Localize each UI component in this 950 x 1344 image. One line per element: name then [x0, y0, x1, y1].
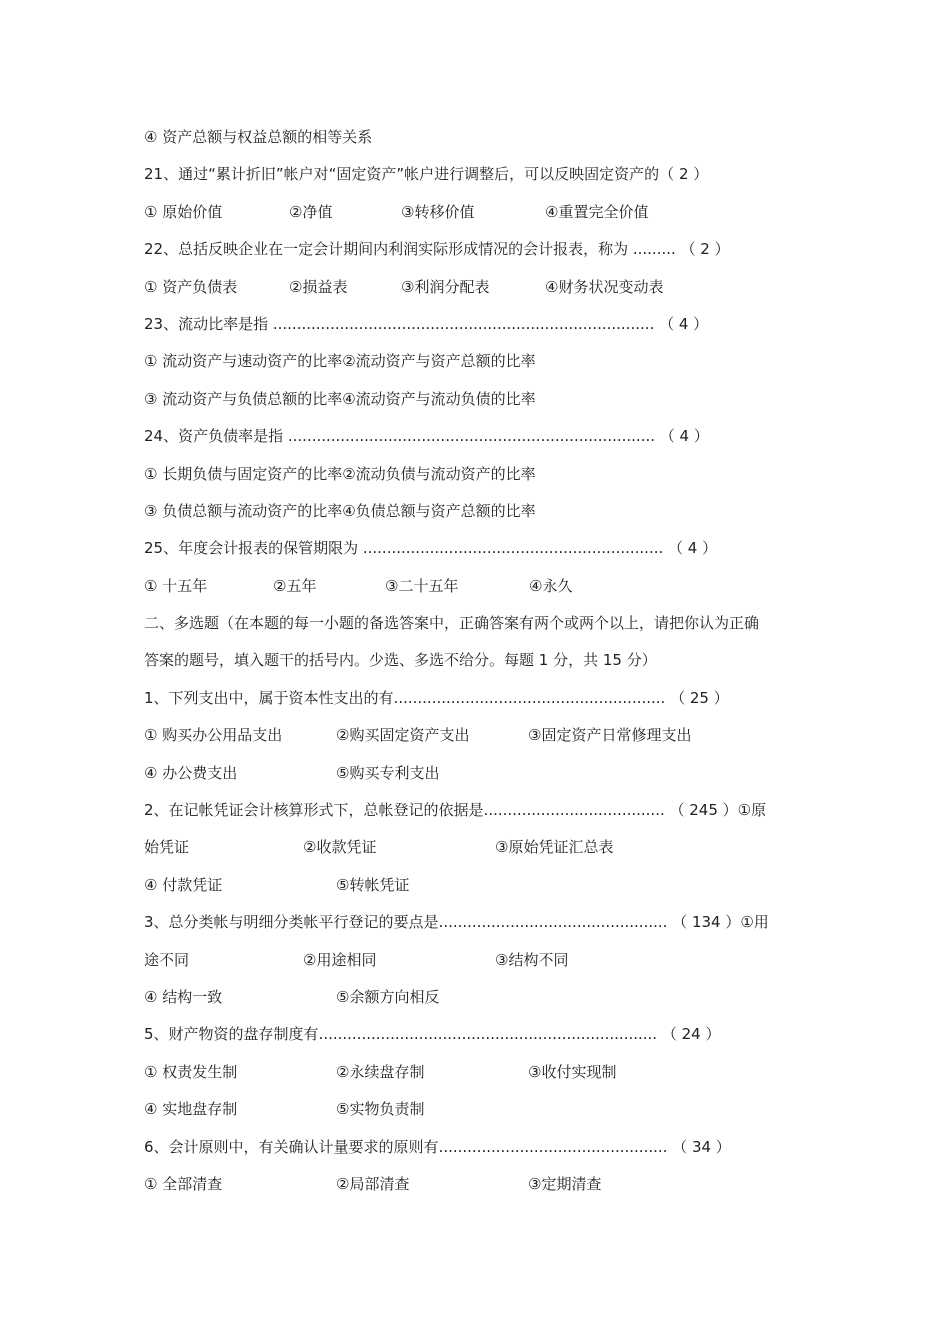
- option-1: 始凭证: [144, 838, 190, 857]
- line-text: ③ 流动资产与负债总额的比率④流动资产与流动负债的比率: [144, 389, 536, 408]
- question-text: 1、下列支出中，属于资本性支出的有......................................................... （ 25 ）: [144, 688, 729, 707]
- options-m2-a: [144, 829, 814, 866]
- option-3: ③转移价值: [401, 202, 475, 221]
- option-line: [144, 343, 814, 380]
- question-m5: [144, 1016, 814, 1053]
- question-text: 21、通过“累计折旧”帐户对“固定资产”帐户进行调整后，可以反映固定资产的（ 2 ）: [144, 165, 709, 184]
- option-4: ④ 实地盘存制: [144, 1100, 238, 1119]
- option-2: ②局部清查: [336, 1174, 410, 1193]
- line-text: ③ 负债总额与流动资产的比率④负债总额与资产总额的比率: [144, 501, 536, 520]
- question-21: [144, 156, 814, 193]
- options-m3-a: [144, 942, 814, 979]
- line-text: ① 长期负债与固定资产的比率②流动负债与流动资产的比率: [144, 464, 536, 483]
- option-3: ③固定资产日常修理支出: [528, 726, 692, 745]
- option-4: ④永久: [529, 576, 573, 595]
- option-1: ① 资产负债表: [144, 277, 238, 296]
- options-m5-a: [144, 1054, 814, 1091]
- option-line: [144, 456, 814, 493]
- option-2: ②净值: [289, 202, 333, 221]
- option-1: ① 权责发生制: [144, 1062, 238, 1081]
- question-list: [144, 119, 814, 1203]
- option-1: ① 原始价值: [144, 202, 223, 221]
- option-5: ⑤实物负责制: [336, 1100, 425, 1119]
- question-text: 24、资产负债率是指 ............................................................................. （ 4 ）: [144, 427, 709, 446]
- option-4: ④ 付款凭证: [144, 875, 223, 894]
- option-3: ③利润分配表: [401, 277, 490, 296]
- option-2: ②五年: [273, 576, 317, 595]
- section-heading-cont: [144, 642, 814, 679]
- options-m3-b: [144, 979, 814, 1016]
- question-text: 25、年度会计报表的保管期限为 ............................................................... （ 4 ）: [144, 539, 718, 558]
- option-5: ⑤转帐凭证: [336, 875, 410, 894]
- options-m1-b: [144, 755, 814, 792]
- question-text: 23、流动比率是指 ................................................................................ （ 4 ）: [144, 314, 709, 333]
- heading-text: 答案的题号，填入题干的括号内。少选、多选不给分。每题 1 分，共 15 分）: [144, 651, 657, 670]
- question-22: [144, 231, 814, 268]
- option-2: ②用途相同: [303, 950, 377, 969]
- options-m5-b: [144, 1091, 814, 1128]
- question-25: [144, 530, 814, 567]
- options-25: [144, 568, 814, 605]
- option-4: ④ 结构一致: [144, 987, 223, 1006]
- question-text: 22、总括反映企业在一定会计期间内利润实际形成情况的会计报表，称为 ......... （ 2 ）: [144, 240, 730, 259]
- question-m1: [144, 680, 814, 717]
- option-1: ① 购买办公用品支出: [144, 726, 283, 745]
- options-22: [144, 269, 814, 306]
- options-m6-a: [144, 1166, 814, 1203]
- line-text: ④ 资产总额与权益总额的相等关系: [144, 128, 373, 146]
- option-line: [144, 119, 814, 156]
- option-2: ②购买固定资产支出: [336, 726, 470, 745]
- option-3: ③原始凭证汇总表: [495, 838, 614, 857]
- options-21: [144, 194, 814, 231]
- option-3: ③定期清查: [528, 1174, 602, 1193]
- question-m6: [144, 1129, 814, 1166]
- option-3: ③二十五年: [385, 576, 459, 595]
- question-m3: [144, 904, 814, 941]
- question-m2: [144, 792, 814, 829]
- option-1: ① 全部清查: [144, 1174, 223, 1193]
- question-23: [144, 306, 814, 343]
- option-3: ③结构不同: [495, 950, 569, 969]
- option-2: ②收款凭证: [303, 838, 377, 857]
- question-24: [144, 418, 814, 455]
- option-4: ④ 办公费支出: [144, 763, 238, 782]
- option-4: ④重置完全价值: [545, 202, 649, 221]
- option-line: [144, 381, 814, 418]
- option-2: ②损益表: [289, 277, 348, 296]
- question-text: 6、会计原则中，有关确认计量要求的原则有................................................ （ 34 ）: [144, 1137, 731, 1156]
- section-heading: [144, 605, 814, 642]
- question-text: 3、总分类帐与明细分类帐平行登记的要点是................................................ （ 134 ）①用: [144, 913, 769, 932]
- option-1: ① 十五年: [144, 576, 208, 595]
- options-m1-a: [144, 717, 814, 754]
- heading-text: 二、多选题（在本题的每一小题的备选答案中，正确答案有两个或两个以上，请把你认为正确: [144, 614, 760, 633]
- option-1: 途不同: [144, 950, 190, 969]
- option-5: ⑤购买专利支出: [336, 763, 440, 782]
- line-text: ① 流动资产与速动资产的比率②流动资产与资产总额的比率: [144, 352, 536, 371]
- option-3: ③收付实现制: [528, 1062, 617, 1081]
- option-2: ②永续盘存制: [336, 1062, 425, 1081]
- options-m2-b: [144, 867, 814, 904]
- option-line: [144, 493, 814, 530]
- question-text: 2、在记帐凭证会计核算形式下，总帐登记的依据是...................................... （ 245 ）①原: [144, 801, 767, 820]
- option-4: ④财务状况变动表: [545, 277, 664, 296]
- option-5: ⑤余额方向相反: [336, 987, 440, 1006]
- question-text: 5、财产物资的盘存制度有....................................................................... （ 24 ）: [144, 1025, 721, 1044]
